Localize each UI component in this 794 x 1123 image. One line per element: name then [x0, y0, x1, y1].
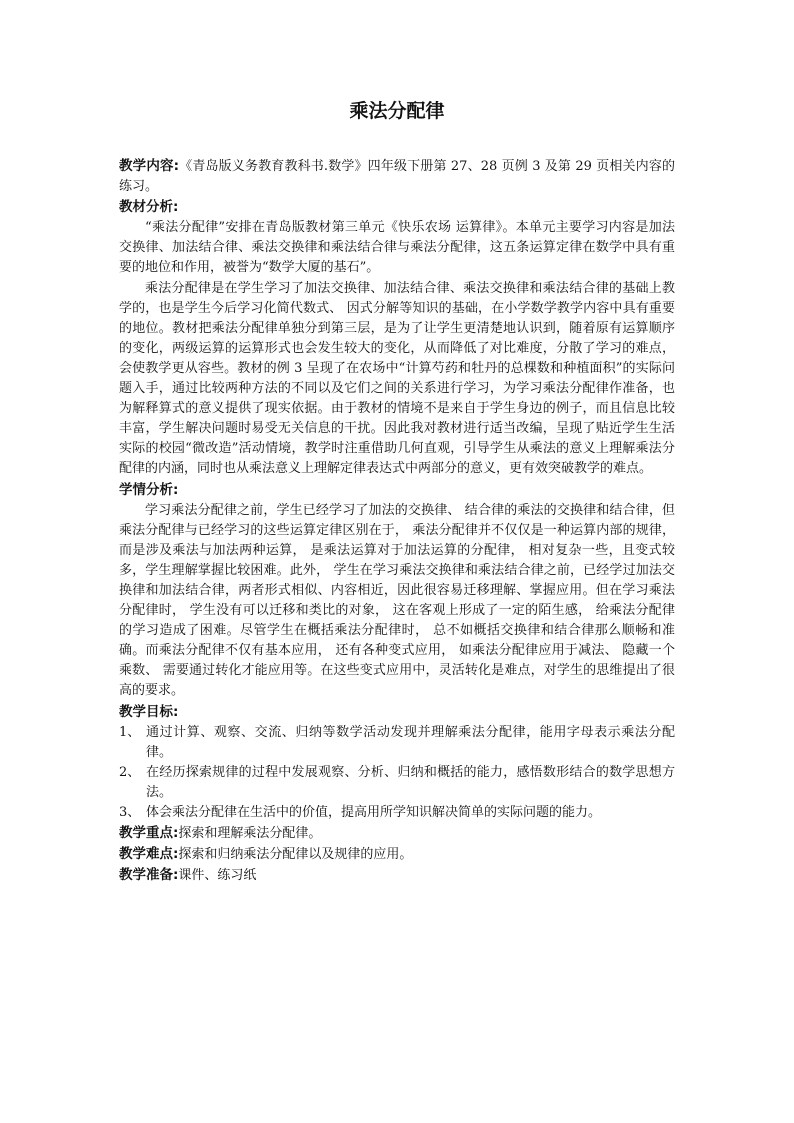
- key-point-label: 教学重点:: [119, 825, 179, 842]
- teaching-content-text: 《青岛版义务教育教科书.数学》四年级下册第 27、28 页例 3 及第 29 页相关内容的练习。: [119, 159, 675, 195]
- learner-analysis-label: 学情分析:: [119, 481, 179, 498]
- teaching-goal-text: 在经历探索规律的过程中发展观察、分析、归纳和概括的能力，感悟数形结合的数学思想方法。: [146, 764, 675, 800]
- key-point: [119, 823, 675, 844]
- material-analysis-paragraph-1: “乘法分配律”安排在青岛版教材第三单元《快乐农场 运算律》。本单元主要学习内容是加法交换律、加法结合律、乘法交换律和乘法结合律与乘法分配律，这五条运算定律在数学中具有重要的地位和作用，被誉为“数学大厦的基石”。: [119, 220, 675, 276]
- teaching-goal-text: 通过计算、观察、交流、归纳等数学活动发现并理解乘法分配律，能用字母表示乘法分配律。: [146, 724, 675, 760]
- document-page: [119, 98, 675, 886]
- material-analysis-paragraph-2: 乘法分配律是在学生学习了加法交换律、加法结合律、乘法交换律和乘法结合律的基础上教学的，也是学生今后学习化简代数式、 因式分解等知识的基础，在小学数学教学内容中具有重要的地位。教材把乘法分配律单独分到第三层，是为了让学生更清楚地认识到，随着原有运算顺序的变化，两级运算的运算形式也会发生较大的变化，从而降低了对比难度，分散了学习的难点，会使教学更从容些。教材的例 3 呈现了在农场中“计算芍药和牡丹的总棵数和种植面积”的实际问题入手，通过比较两种方法的不同以及它们之间的关系进行学习，为学习乘法分配律作准备，也为解释算式的意义提供了现实依据。由于教材的情境不是来自于学生身边的例子，而且信息比较丰富，学生解决问题时易受无关信息的干扰。因此我对教材进行适当改编，呈现了贴近学生生活实际的校园“微改造”活动情境，教学时注重借助几何直观，引导学生从乘法的意义上理解乘法分配律的内涵，同时也从乘法意义上理解定律表达式中两部分的意义，更有效突破教学的难点。: [119, 280, 675, 477]
- teaching-goals-heading: [119, 702, 675, 723]
- learner-analysis-heading: [119, 480, 675, 501]
- teaching-goal-number: 1、: [119, 724, 141, 740]
- teaching-goal-number: 2、: [119, 764, 141, 780]
- material-analysis-heading: [119, 197, 675, 218]
- teaching-content-label: 教学内容:: [119, 158, 180, 174]
- teaching-goal-number: 3、: [119, 805, 141, 820]
- teaching-preparation-text: 课件、练习纸: [178, 868, 257, 884]
- difficulty-point: [119, 844, 675, 865]
- key-point-text: 探索和理解乘法分配律。: [178, 826, 322, 842]
- document-title: 乘法分配律: [349, 100, 445, 122]
- teaching-content: [119, 156, 675, 197]
- difficulty-point-text: 探索和归纳乘法分配律以及规律的应用。: [178, 847, 413, 863]
- material-analysis-label: 教材分析:: [119, 199, 179, 216]
- difficulty-point-label: 教学难点:: [119, 846, 179, 863]
- teaching-preparation-label: 教学准备:: [119, 867, 179, 884]
- learner-analysis-paragraph: 学习乘法分配律之前，学生已经学习了加法的交换律、 结合律的乘法的交换律和结合律，但乘法分配律与已经学习的这些运算定律区别在于， 乘法分配律并不仅仅是一种运算内部的规律， 而是涉及乘法与加法两种运算， 是乘法运算对于加法运算的分配律， 相对复杂一些，且变式较多，学生理解掌握比较困难。此外， 学生在学习乘法交换律和乘法结合律之前，已经学过加法交换律和加法结合律，两者形式相似、内容相近，因此很容易迁移理解、掌握应用。但在学习乘法分配律时， 学生没有可以迁移和类比的对象， 这在客观上形成了一定的陌生感， 给乘法分配律的学习造成了困难。尽管学生在概括乘法分配律时， 总不如概括交换律和结合律那么顺畅和准确。而乘法分配律不仅有基本应用， 还有各种变式应用， 如乘法分配律应用于减法、 隐藏一个乘数、 需要通过转化才能应用等。在这些变式应用中，灵活转化是难点，对学生的思维提出了很高的要求。: [119, 502, 675, 699]
- teaching-goal-text: 体会乘法分配律在生活中的价值，提高用所学知识解决简单的实际问题的能力。: [146, 805, 602, 820]
- teaching-preparation: [119, 865, 675, 886]
- teaching-goal-item: [119, 763, 675, 803]
- teaching-goal-item: [119, 723, 675, 763]
- teaching-goals-label: 教学目标:: [119, 703, 179, 720]
- teaching-goal-item: [119, 803, 675, 823]
